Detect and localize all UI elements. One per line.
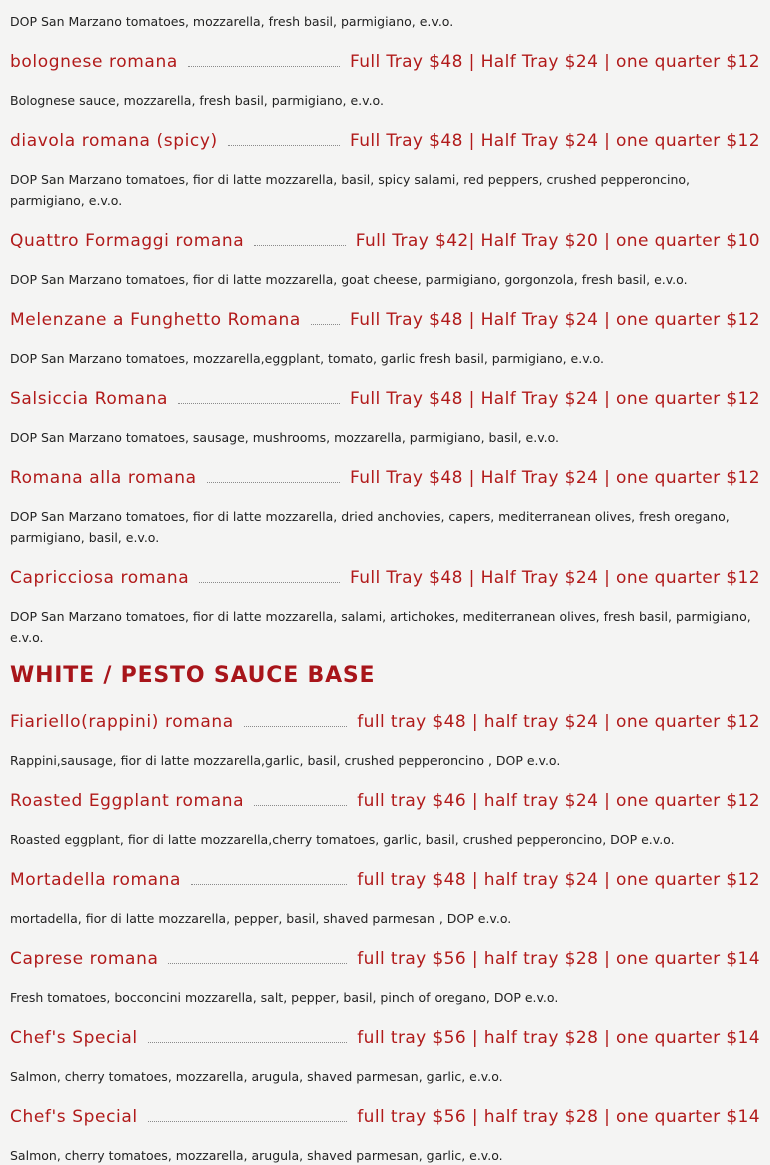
dotted-leader	[188, 66, 340, 67]
dotted-leader	[168, 963, 347, 964]
dotted-leader	[148, 1042, 348, 1043]
item-description: mortadella, fior di latte mozzarella, pepper, basil, shaved parmesan , DOP e.v.o.	[10, 911, 512, 926]
menu-item-roasted-eggplant-romana	[10, 791, 760, 815]
item-price: full tray $48 | half tray $24 | one quarter $12	[357, 870, 760, 890]
dotted-leader	[228, 145, 340, 146]
item-name: Melenzane a Funghetto Romana	[10, 310, 301, 330]
item-description: Salmon, cherry tomatoes, mozzarella, arugula, shaved parmesan, garlic, e.v.o.	[10, 1148, 503, 1163]
menu-item-chefs-special	[10, 1028, 760, 1052]
item-description: DOP San Marzano tomatoes, fior di latte mozzarella, goat cheese, parmigiano, gorgonzola, fresh basil, e.v.o.	[10, 272, 688, 287]
dotted-leader	[254, 245, 345, 246]
item-description: Roasted eggplant, fior di latte mozzarella,cherry tomatoes, garlic, basil, crushed pepperoncino, DOP e.v.o.	[10, 832, 675, 847]
section-heading: WHITE / PESTO SAUCE BASE	[10, 663, 376, 688]
item-price: Full Tray $48 | Half Tray $24 | one quarter $12	[349, 568, 760, 588]
menu-item-melenzane-romana	[10, 310, 760, 334]
item-name: Chef's Special	[10, 1107, 138, 1127]
item-description: DOP San Marzano tomatoes, fior di latte mozzarella, dried anchovies, capers, mediterranean olives, fresh oregano, parmigiano, basil, e.v.o.	[10, 509, 730, 545]
item-name: Salsiccia Romana	[10, 389, 168, 409]
menu-item-caprese-romana	[10, 949, 760, 973]
item-name: Quattro Formaggi romana	[10, 231, 245, 251]
dotted-leader	[311, 324, 340, 325]
item-description: DOP San Marzano tomatoes, mozzarella,eggplant, tomato, garlic fresh basil, parmigiano, e.v.o.	[10, 351, 605, 366]
item-name: Caprese romana	[10, 949, 159, 969]
menu-item-bolognese-romana	[10, 52, 760, 76]
item-description: Salmon, cherry tomatoes, mozzarella, arugula, shaved parmesan, garlic, e.v.o.	[10, 1069, 503, 1084]
item-name: Chef's Special	[10, 1028, 138, 1048]
menu-item-chefs-special	[10, 1107, 760, 1131]
menu-item-romana-alla-romana	[10, 468, 760, 492]
item-price: Full Tray $48 | Half Tray $24 | one quarter $12	[349, 52, 760, 72]
item-price: full tray $56 | half tray $28 | one quarter $14	[357, 1028, 760, 1048]
item-name: Roasted Eggplant romana	[10, 791, 245, 811]
item-name: Capricciosa romana	[10, 568, 190, 588]
item-name: bolognese romana	[10, 52, 178, 72]
item-price: Full Tray $48 | Half Tray $24 | one quarter $12	[349, 468, 760, 488]
item-name: Romana alla romana	[10, 468, 197, 488]
item-price: Full Tray $48 | Half Tray $24 | one quarter $12	[349, 389, 760, 409]
menu-item-diavola-romana	[10, 131, 760, 155]
dotted-leader	[178, 403, 340, 404]
menu-item-salsiccia-romana	[10, 389, 760, 413]
item-price: Full Tray $42| Half Tray $20 | one quarter $10	[355, 231, 760, 251]
item-description: DOP San Marzano tomatoes, fior di latte mozzarella, salami, artichokes, mediterranean olives, fresh basil, parmigiano, e.v.o.	[10, 609, 751, 645]
item-description: Rappini,sausage, fior di latte mozzarella,garlic, basil, crushed pepperoncino , DOP e.v.o.	[10, 753, 561, 768]
item-description: DOP San Marzano tomatoes, fior di latte mozzarella, basil, spicy salami, red peppers, crushed pepperoncino, parmigiano, e.v.o.	[10, 172, 691, 208]
item-name: diavola romana (spicy)	[10, 131, 218, 151]
item-price: Full Tray $48 | Half Tray $24 | one quarter $12	[349, 310, 760, 330]
item-description: Bolognese sauce, mozzarella, fresh basil, parmigiano, e.v.o.	[10, 93, 384, 108]
item-price: Full Tray $48 | Half Tray $24 | one quarter $12	[349, 131, 760, 151]
dotted-leader	[254, 805, 347, 806]
dotted-leader	[191, 884, 347, 885]
dotted-leader	[199, 582, 340, 583]
dotted-leader	[207, 482, 340, 483]
item-description: DOP San Marzano tomatoes, mozzarella, fresh basil, parmigiano, e.v.o.	[10, 14, 454, 29]
item-price: full tray $46 | half tray $24 | one quarter $12	[357, 791, 760, 811]
dotted-leader	[148, 1121, 348, 1122]
item-name: Fiariello(rappini) romana	[10, 712, 234, 732]
item-description: DOP San Marzano tomatoes, sausage, mushrooms, mozzarella, parmigiano, basil, e.v.o.	[10, 430, 559, 445]
item-price: full tray $56 | half tray $28 | one quarter $14	[357, 1107, 760, 1127]
menu-item-mortadella-romana	[10, 870, 760, 894]
dotted-leader	[244, 726, 348, 727]
item-price: full tray $48 | half tray $24 | one quarter $12	[357, 712, 760, 732]
item-description: Fresh tomatoes, bocconcini mozzarella, salt, pepper, basil, pinch of oregano, DOP e.v.o.	[10, 990, 559, 1005]
item-price: full tray $56 | half tray $28 | one quarter $14	[357, 949, 760, 969]
menu-item-fiariello-romana	[10, 712, 760, 736]
item-name: Mortadella romana	[10, 870, 182, 890]
menu-item-capricciosa-romana	[10, 568, 760, 592]
menu-item-quattro-formaggi-romana	[10, 231, 760, 255]
